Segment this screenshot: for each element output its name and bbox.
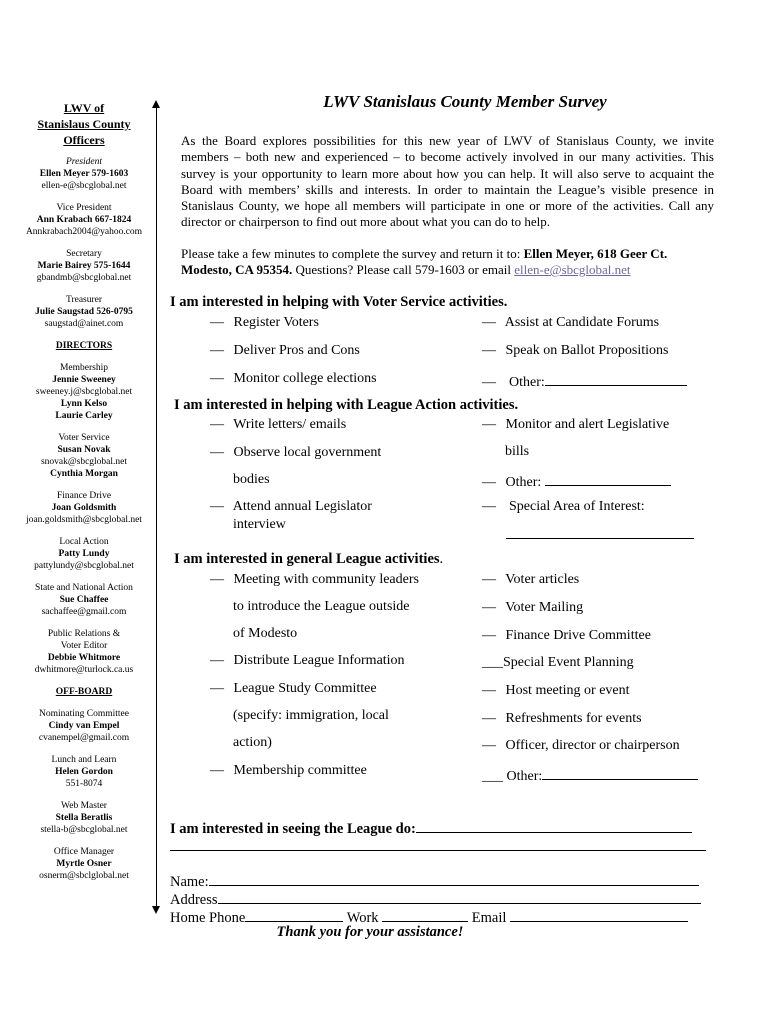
director-role: Membership bbox=[59, 363, 109, 373]
officer-name: Ellen Meyer 579-1603 bbox=[39, 169, 129, 179]
director-email: snovak@sbcglobal.net bbox=[40, 457, 128, 467]
officer-role: Vice President bbox=[56, 203, 112, 213]
home-phone-label: Home Phone bbox=[170, 910, 246, 926]
director-voter-service bbox=[10, 432, 158, 480]
name-blank[interactable] bbox=[209, 871, 699, 886]
officer-name: Ann Krabach 667-1824 bbox=[36, 215, 132, 225]
option-observe-government-cont: bodies bbox=[233, 472, 270, 487]
offboard-role: Nominating Committee bbox=[39, 709, 129, 719]
officer-vice-president bbox=[10, 202, 158, 238]
director-finance bbox=[10, 490, 158, 526]
option-attend-legislator[interactable]: — Attend annual Legislator bbox=[210, 499, 372, 514]
director-role: Voter Editor bbox=[60, 641, 108, 651]
officer-email: Annkrabach2004@yahoo.com bbox=[25, 227, 143, 237]
director-role: Local Action bbox=[59, 537, 109, 547]
name-label: Name: bbox=[170, 874, 209, 890]
name-field[interactable] bbox=[170, 871, 699, 891]
option-host-meeting[interactable]: — Host meeting or event bbox=[482, 683, 630, 698]
address-label: Address bbox=[170, 892, 218, 908]
survey-title: LWV Stanislaus County Member Survey bbox=[323, 92, 607, 111]
option-candidate-forums[interactable]: — Assist at Candidate Forums bbox=[482, 315, 660, 330]
offboard-office bbox=[10, 846, 158, 882]
seeing-blank[interactable] bbox=[416, 818, 692, 833]
option-general-other[interactable]: ___ Other: bbox=[482, 765, 698, 785]
option-study-committee-cont1: (specify: immigration, local bbox=[233, 708, 389, 723]
option-community-leaders-cont1: to introduce the League outside bbox=[233, 599, 410, 614]
director-name: Patty Lundy bbox=[58, 549, 110, 559]
officer-role: Secretary bbox=[66, 249, 102, 259]
officer-treasurer bbox=[10, 294, 158, 330]
director-name: Laurie Carley bbox=[55, 411, 113, 421]
option-monitor-college[interactable]: — Monitor college elections bbox=[210, 371, 377, 386]
option-special-interest[interactable]: — Special Area of Interest: bbox=[482, 499, 645, 514]
director-name: Cynthia Morgan bbox=[50, 469, 118, 479]
option-voter-mailing[interactable]: — Voter Mailing bbox=[482, 600, 584, 615]
officer-role: President bbox=[65, 157, 103, 167]
offboard-lunch bbox=[10, 754, 158, 790]
officer-email: gbandmb@sbcglobal.net bbox=[36, 273, 132, 283]
offboard-role: Lunch and Learn bbox=[51, 755, 117, 765]
return-questions: Questions? Please call 579-1603 or email bbox=[295, 262, 511, 278]
other-blank[interactable] bbox=[545, 371, 687, 386]
option-write-letters[interactable]: — Write letters/ emails bbox=[210, 417, 347, 432]
option-officer-director[interactable]: — Officer, director or chairperson bbox=[482, 738, 680, 753]
general-heading: I am interested in general League activities. bbox=[174, 551, 444, 567]
director-email: dwhitmore@turlock.ca.us bbox=[34, 665, 134, 675]
option-special-event[interactable]: ___Special Event Planning bbox=[482, 655, 634, 670]
offboard-email: stella-b@sbcglobal.net bbox=[40, 825, 128, 835]
director-state-action bbox=[10, 582, 158, 618]
director-name: Sue Chaffee bbox=[59, 595, 109, 605]
offboard-name: Myrtle Osner bbox=[56, 859, 112, 869]
option-ballot-propositions[interactable]: — Speak on Ballot Propositions bbox=[482, 343, 669, 358]
work-label: Work bbox=[346, 910, 379, 926]
officer-name: Marie Bairey 575-1644 bbox=[37, 261, 131, 271]
work-blank[interactable] bbox=[382, 907, 468, 922]
offboard-webmaster bbox=[10, 800, 158, 836]
league-action-heading: I am interested in helping with League Action activities. bbox=[174, 397, 519, 413]
return-prefix: Please take a few minutes to complete the survey and return it to: bbox=[181, 246, 521, 261]
director-name: Jennie Sweeney bbox=[52, 375, 116, 385]
option-distribute-info[interactable]: — Distribute League Information bbox=[210, 653, 405, 668]
officer-secretary bbox=[10, 248, 158, 284]
option-observe-government[interactable]: — Observe local government bbox=[210, 445, 382, 460]
offboard-email: osnerm@sbclglobal.net bbox=[39, 871, 129, 881]
officer-email: saugstad@ainet.com bbox=[44, 319, 124, 329]
director-membership bbox=[10, 362, 158, 422]
option-community-leaders-cont2: of Modesto bbox=[233, 626, 298, 641]
option-voter-articles[interactable]: — Voter articles bbox=[482, 572, 580, 587]
director-email: joan.goldsmith@sbcglobal.net bbox=[26, 515, 142, 525]
option-community-leaders[interactable]: — Meeting with community leaders bbox=[210, 572, 419, 587]
officer-role: Treasurer bbox=[65, 295, 103, 305]
sidebar-org-line3: Officers bbox=[63, 133, 105, 147]
director-local-action bbox=[10, 536, 158, 572]
offboard-name: Helen Gordon bbox=[55, 767, 113, 777]
home-phone-blank[interactable] bbox=[245, 907, 343, 922]
option-membership-committee[interactable]: — Membership committee bbox=[210, 763, 367, 778]
address-blank[interactable] bbox=[218, 889, 701, 904]
officer-name: Julie Saugstad 526-0795 bbox=[35, 307, 133, 317]
arrow-down-icon bbox=[152, 906, 160, 914]
option-action-other[interactable]: — Other: bbox=[482, 471, 671, 491]
seeing-heading: I am interested in seeing the League do: bbox=[170, 818, 692, 838]
offboard-email: cvanempel@gmail.com bbox=[38, 733, 130, 743]
director-role: Public Relations & bbox=[47, 629, 121, 639]
officers-sidebar bbox=[10, 100, 158, 892]
directors-heading: DIRECTORS bbox=[55, 341, 113, 351]
director-name: Debbie Whitmore bbox=[47, 653, 121, 663]
special-interest-blank[interactable] bbox=[506, 524, 694, 539]
email-blank[interactable] bbox=[510, 907, 688, 922]
option-finance-drive[interactable]: — Finance Drive Committee bbox=[482, 628, 651, 643]
director-name: Joan Goldsmith bbox=[51, 503, 117, 513]
director-name: Susan Novak bbox=[57, 445, 111, 455]
divider-line bbox=[156, 106, 157, 912]
offboard-name: Stella Beratlis bbox=[55, 813, 113, 823]
return-address: Ellen Meyer, 618 Geer Ct. Modesto, CA 95354. bbox=[181, 246, 668, 278]
offboard-nominating bbox=[10, 708, 158, 744]
director-email: sweeney.j@sbcglobal.net bbox=[35, 387, 133, 397]
seeing-blank-line2[interactable] bbox=[170, 836, 706, 851]
offboard-heading: OFF-BOARD bbox=[55, 687, 113, 697]
option-refreshments[interactable]: — Refreshments for events bbox=[482, 711, 642, 726]
director-role: State and National Action bbox=[35, 583, 133, 593]
intro-paragraph: As the Board explores possibilities for this new year of LWV of Stanislaus County, we invite members – both new and experienced – to become actively involved in our many activities. This survey is your opportunity to learn more about how you can help. It will also serve to acquaint the Board with members’ skills and interests. In order to maintain the League’s visible presence in Stanislaus County, we hope all members will participate in one or more of the activities. Call any director or chairperson to find out more about what you can do to help. bbox=[181, 133, 714, 230]
return-instructions bbox=[181, 246, 721, 279]
offboard-phone: 551-8074 bbox=[65, 779, 103, 789]
thank-you-note: Thank you for your assistance! bbox=[276, 924, 464, 940]
other-blank[interactable] bbox=[542, 765, 698, 780]
officer-president bbox=[10, 156, 158, 192]
officer-email: ellen-e@sbcglobal.net bbox=[41, 181, 127, 191]
other-blank[interactable] bbox=[545, 471, 671, 486]
director-public-relations bbox=[10, 628, 158, 676]
offboard-role: Web Master bbox=[61, 801, 107, 811]
option-monitor-legislative-cont: bills bbox=[505, 444, 530, 459]
sidebar-org-line1: LWV of bbox=[63, 101, 105, 115]
sidebar-title bbox=[10, 100, 158, 148]
director-role: Voter Service bbox=[58, 433, 110, 443]
offboard-role: Office Manager bbox=[53, 847, 115, 857]
option-deliver-pros-cons[interactable]: — Deliver Pros and Cons bbox=[210, 343, 360, 358]
email-link[interactable]: ellen-e@sbcglobal.net bbox=[514, 262, 631, 278]
option-study-committee[interactable]: — League Study Committee bbox=[210, 681, 377, 696]
director-name: Lynn Kelso bbox=[60, 399, 108, 409]
director-email: sachaffee@gmail.com bbox=[41, 607, 127, 617]
offboard-name: Cindy van Empel bbox=[48, 721, 120, 731]
email-label: Email bbox=[471, 910, 507, 926]
voter-service-heading: I am interested in helping with Voter Service activities. bbox=[170, 294, 508, 310]
option-study-committee-cont2: action) bbox=[233, 735, 272, 750]
option-register-voters[interactable]: — Register Voters bbox=[210, 315, 319, 330]
option-attend-legislator-cont: interview bbox=[233, 517, 286, 532]
director-email: pattylundy@sbcglobal.net bbox=[34, 561, 134, 571]
sidebar-org-line2: Stanislaus County bbox=[37, 117, 131, 131]
option-monitor-legislative[interactable]: — Monitor and alert Legislative bbox=[482, 417, 670, 432]
address-field[interactable] bbox=[170, 889, 701, 909]
director-role: Finance Drive bbox=[56, 491, 112, 501]
option-voter-other[interactable]: — Other: bbox=[482, 371, 687, 391]
